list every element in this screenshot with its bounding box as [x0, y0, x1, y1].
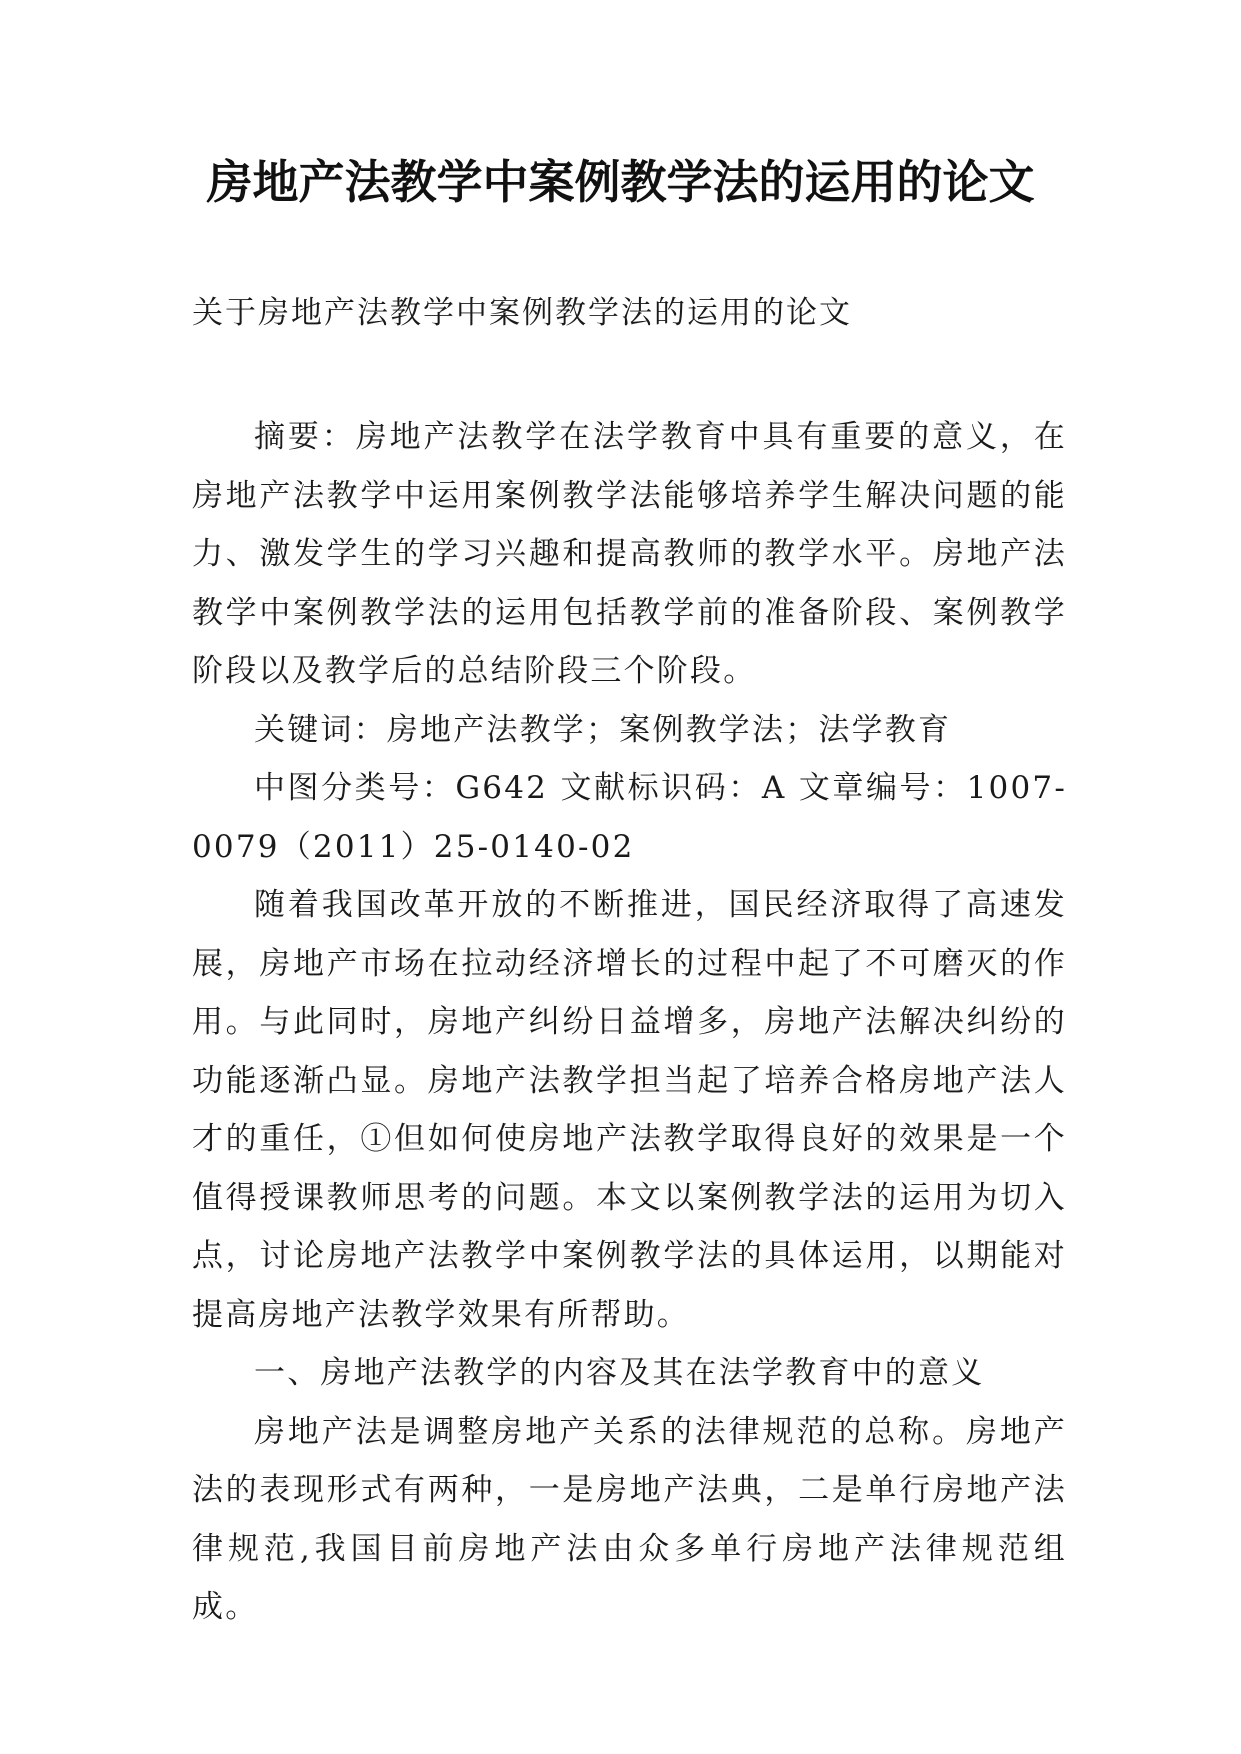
section-heading: 一、房地产法教学的内容及其在法学教育中的意义 — [254, 1355, 985, 1391]
document-title: 房地产法教学中案例教学法的运用的论文 — [206, 155, 1035, 209]
keywords-paragraph: 关键词：房地产法教学；案例教学法；法学教育 — [254, 711, 952, 748]
intro-paragraph: 随着我国改革开放的不断推进，国民经济取得了高速发展，房地产市场在拉动经济增长的过程中起了不可磨灭的作用。与此同时，房地产纠纷日益增多，房地产法解决纠纷的功能逐渐凸显。房地产法教学担当起了培养合格房地产法人才的重任，①但如何使房地产法教学取得良好的效果是一个值得授课教师思考的问题。本文以案例教学法的运用为切入点，讨论房地产法教学中案例教学法的具体运用，以期能对提高房地产法教学效果有所帮助。 — [192, 887, 1067, 1333]
document-subtitle: 关于房地产法教学中案例教学法的运用的论文 — [192, 295, 852, 331]
body-paragraph: 房地产法是调整房地产关系的法律规范的总称。房地产法的表现形式有两种，一是房地产法典，二是单行房地产法律规范,我国目前房地产法由众多单行房地产法律规范组成。 — [192, 1413, 1067, 1625]
classification-paragraph: 中图分类号：G642 文献标识码：A 文章编号：1007-0079（2011）25-0140-02 — [192, 770, 1067, 865]
abstract-paragraph: 摘要：房地产法教学在法学教育中具有重要的意义，在房地产法教学中运用案例教学法能够培养学生解决问题的能力、激发学生的学习兴趣和提高教师的教学水平。房地产法教学中案例教学法的运用包括教学前的准备阶段、案例教学阶段以及教学后的总结阶段三个阶段。 — [192, 419, 1067, 689]
document-body — [192, 408, 1067, 1637]
